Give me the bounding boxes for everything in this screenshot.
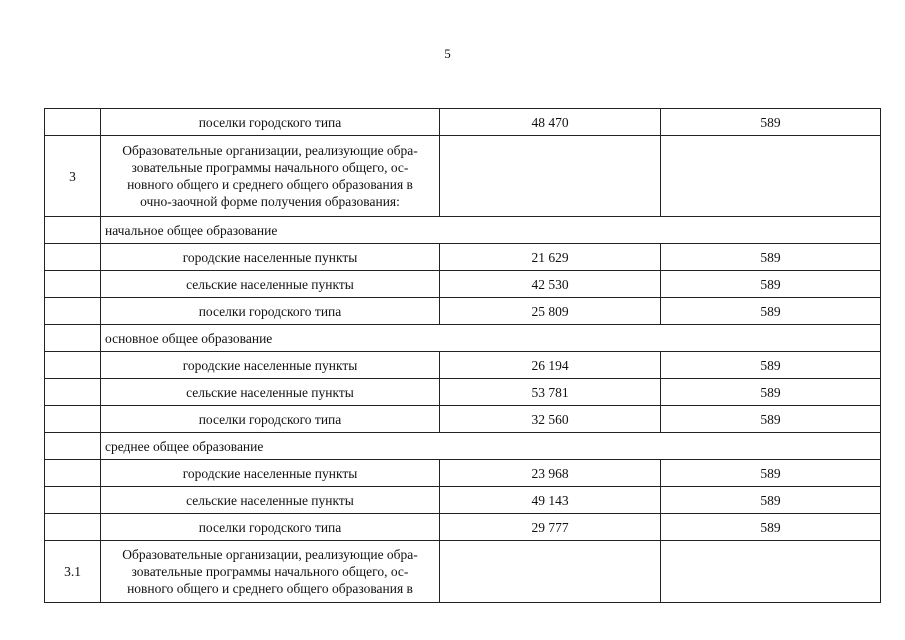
row-number [45, 352, 101, 379]
row-label: поселки городского типа [101, 406, 440, 433]
row-label: поселки городского типа [101, 298, 440, 325]
row-number: 3.1 [45, 541, 101, 603]
row-value-1: 49 143 [440, 487, 661, 514]
row-value-1: 23 968 [440, 460, 661, 487]
row-value-2: 589 [661, 379, 881, 406]
row-label: городские населенные пункты [101, 460, 440, 487]
row-value-2: 589 [661, 406, 881, 433]
section-description [101, 541, 440, 603]
row-number [45, 298, 101, 325]
row-number [45, 433, 101, 460]
row-number: 3 [45, 136, 101, 217]
section-line: новного общего и среднего общего образования в [127, 177, 413, 192]
row-label: поселки городского типа [101, 109, 440, 136]
row-label: сельские населенные пункты [101, 379, 440, 406]
row-value-2: 589 [661, 298, 881, 325]
row-value-2: 589 [661, 514, 881, 541]
row-number [45, 514, 101, 541]
row-value-1: 32 560 [440, 406, 661, 433]
row-number [45, 217, 101, 244]
row-value-1 [440, 541, 661, 603]
section-line: Образовательные организации, реализующие обра- [122, 547, 418, 562]
row-value-1: 26 194 [440, 352, 661, 379]
table-row [45, 487, 881, 514]
page-number: 5 [444, 46, 451, 61]
row-value-2: 589 [661, 460, 881, 487]
section-line: зовательные программы начального общего, ос- [131, 160, 409, 175]
row-number [45, 460, 101, 487]
row-value-2 [661, 136, 881, 217]
row-number [45, 271, 101, 298]
table-row-section [45, 541, 881, 603]
table-row-subhead [45, 325, 881, 352]
table-row-section [45, 136, 881, 217]
section-line: зовательные программы начального общего, ос- [131, 564, 409, 579]
section-line: очно-заочной форме получения образования: [140, 194, 400, 209]
row-value-2: 589 [661, 271, 881, 298]
row-number [45, 109, 101, 136]
table-row [45, 406, 881, 433]
table-row [45, 379, 881, 406]
row-value-1: 21 629 [440, 244, 661, 271]
row-label: сельские населенные пункты [101, 271, 440, 298]
data-table [44, 108, 881, 603]
row-label: поселки городского типа [101, 514, 440, 541]
subhead-label: основное общее образование [101, 325, 881, 352]
row-label: сельские населенные пункты [101, 487, 440, 514]
row-value-2 [661, 541, 881, 603]
row-number [45, 244, 101, 271]
row-label: городские населенные пункты [101, 352, 440, 379]
table-row-subhead [45, 217, 881, 244]
row-value-2: 589 [661, 244, 881, 271]
section-line: новного общего и среднего общего образования в [127, 581, 413, 596]
table-row [45, 298, 881, 325]
row-value-2: 589 [661, 109, 881, 136]
row-value-2: 589 [661, 352, 881, 379]
subhead-label: начальное общее образование [101, 217, 881, 244]
row-number [45, 379, 101, 406]
section-line: Образовательные организации, реализующие обра- [122, 143, 418, 158]
row-value-1: 29 777 [440, 514, 661, 541]
row-value-1 [440, 136, 661, 217]
row-number [45, 487, 101, 514]
table-row [45, 271, 881, 298]
table-row [45, 514, 881, 541]
section-description [101, 136, 440, 217]
table-row [45, 109, 881, 136]
row-value-1: 42 530 [440, 271, 661, 298]
table-row [45, 244, 881, 271]
row-label: городские населенные пункты [101, 244, 440, 271]
row-value-1: 53 781 [440, 379, 661, 406]
row-value-1: 48 470 [440, 109, 661, 136]
table-row [45, 460, 881, 487]
table-row-subhead [45, 433, 881, 460]
row-value-1: 25 809 [440, 298, 661, 325]
subhead-label: среднее общее образование [101, 433, 881, 460]
row-value-2: 589 [661, 487, 881, 514]
table-row [45, 352, 881, 379]
row-number [45, 406, 101, 433]
row-number [45, 325, 101, 352]
